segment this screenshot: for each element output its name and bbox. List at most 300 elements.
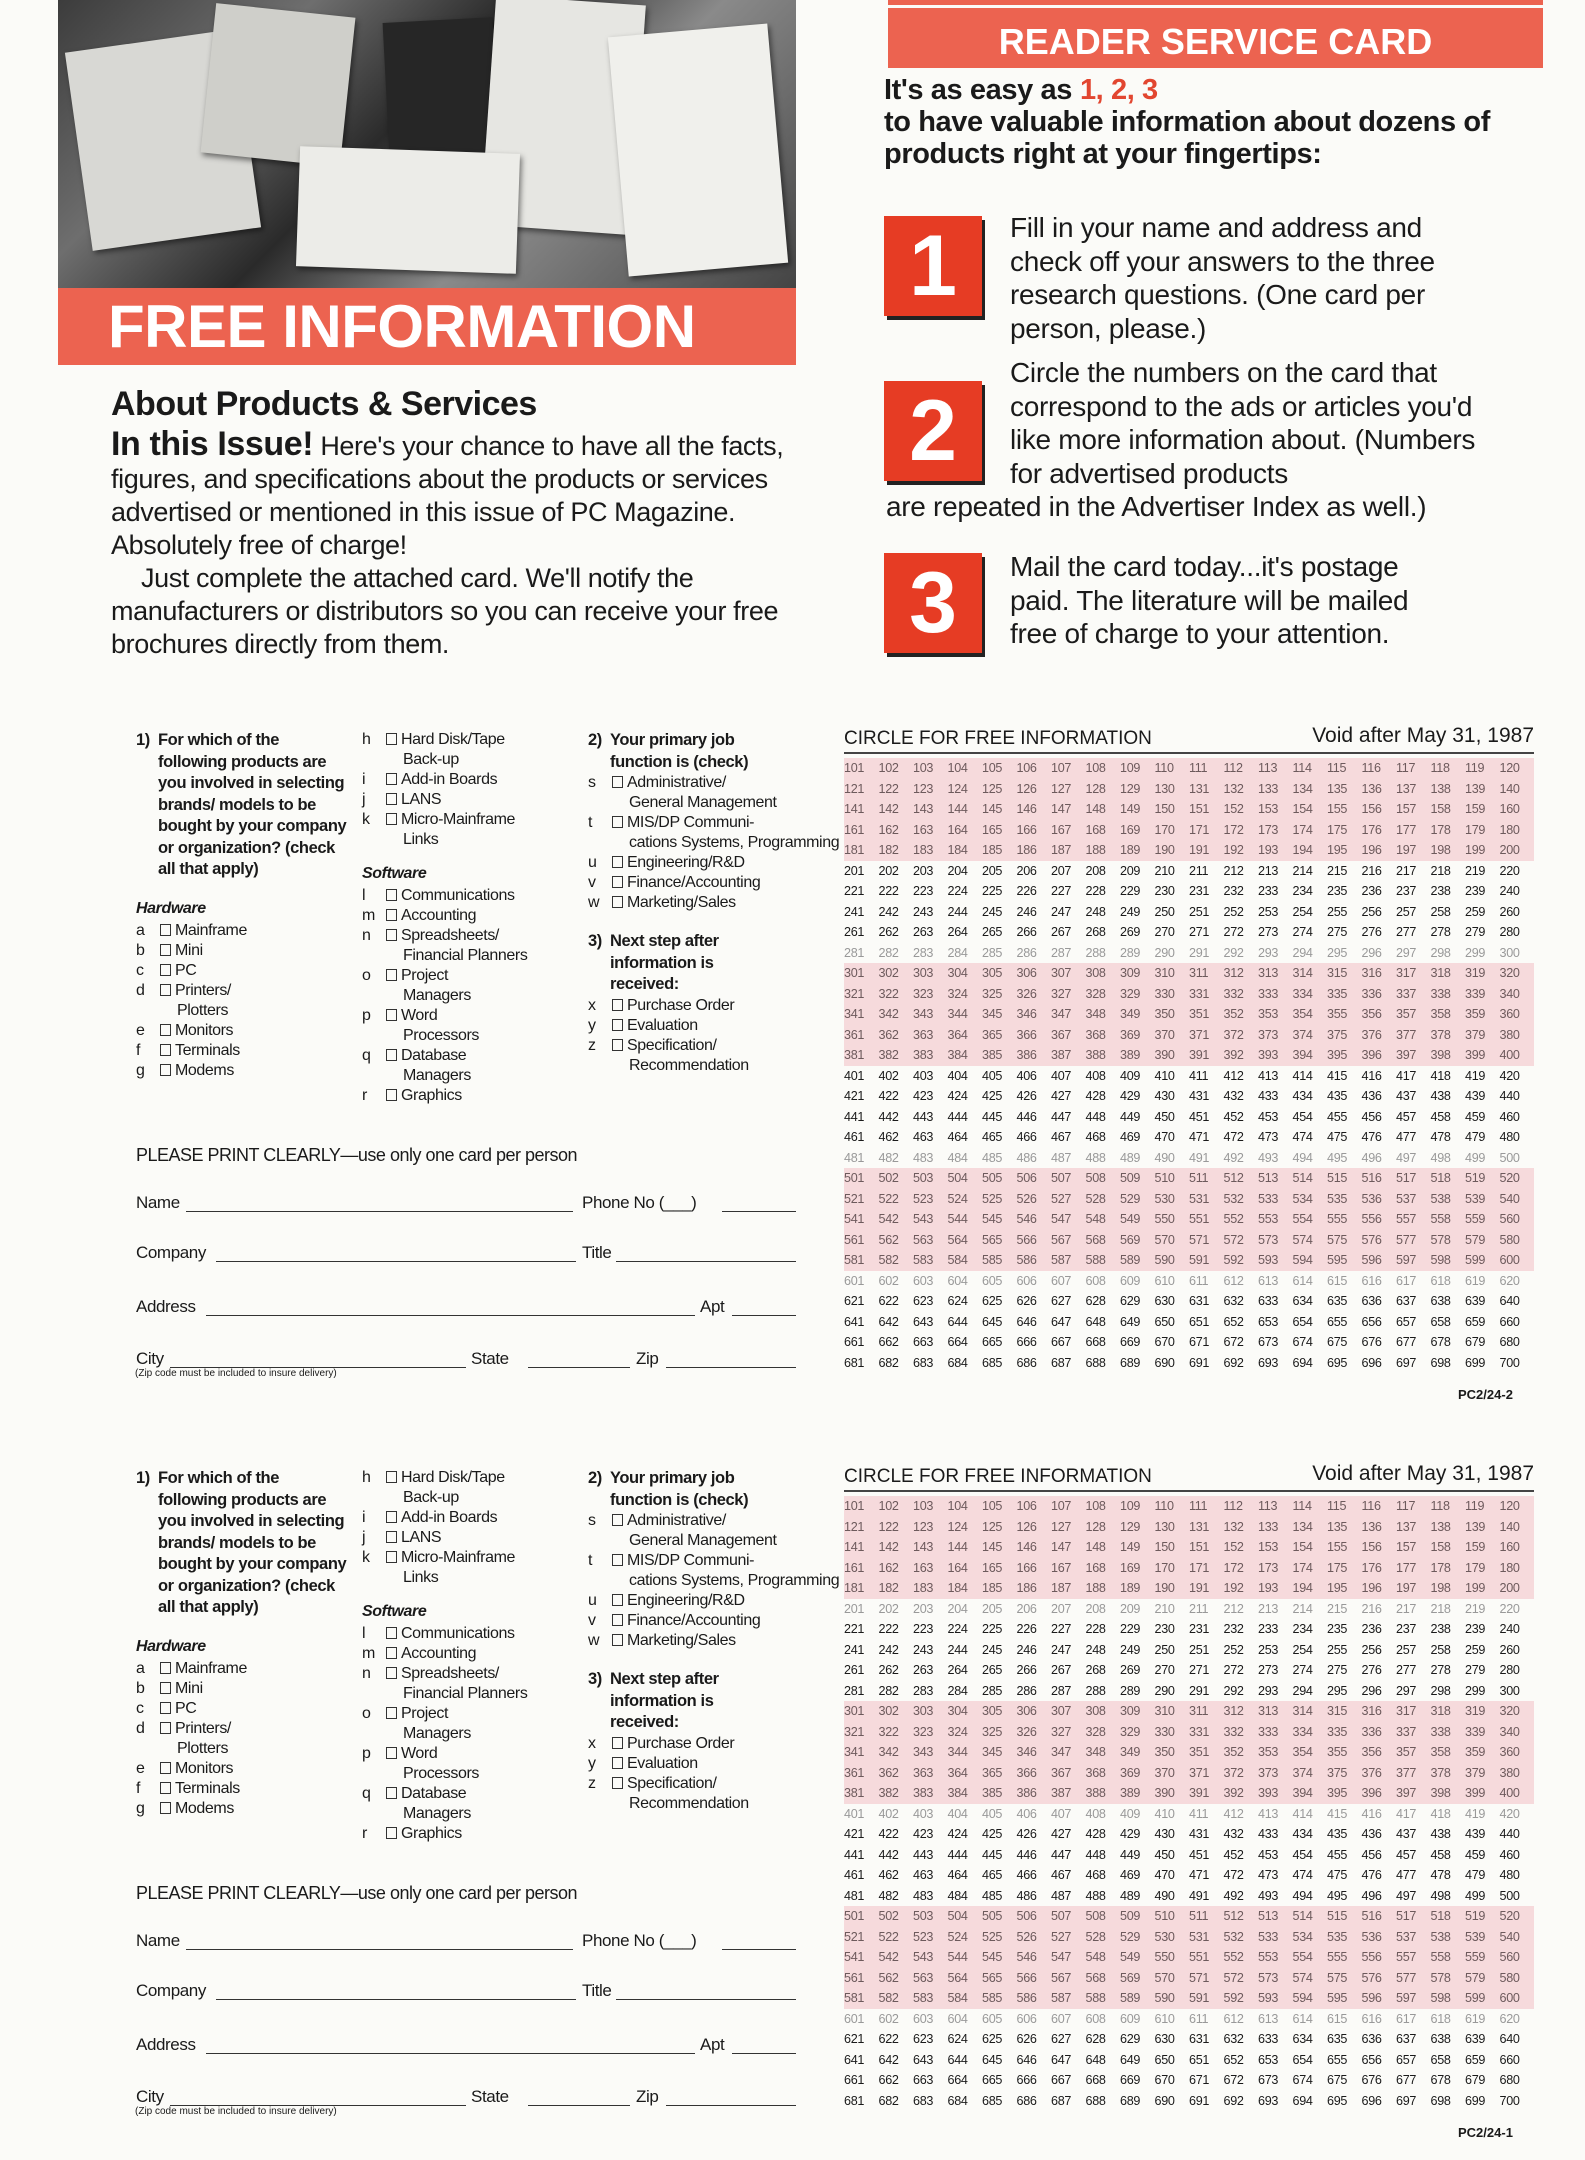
grid-number[interactable]: 153 xyxy=(1258,802,1279,816)
grid-number[interactable]: 225 xyxy=(982,884,1003,898)
grid-number[interactable]: 479 xyxy=(1465,1130,1486,1144)
grid-number[interactable]: 132 xyxy=(1223,781,1244,796)
grid-number[interactable]: 646 xyxy=(1016,2052,1037,2067)
address-field[interactable] xyxy=(206,2053,695,2054)
option-z[interactable] xyxy=(588,1774,808,1814)
grid-number[interactable]: 407 xyxy=(1051,1068,1072,1083)
grid-number[interactable]: 204 xyxy=(947,863,968,878)
checkbox[interactable] xyxy=(612,1039,623,1051)
option-c[interactable] xyxy=(136,1699,366,1719)
grid-number[interactable]: 349 xyxy=(1120,1007,1141,1021)
grid-number[interactable]: 652 xyxy=(1223,2052,1244,2067)
grid-number[interactable]: 139 xyxy=(1465,1519,1486,1534)
grid-number[interactable]: 439 xyxy=(1465,1827,1486,1841)
grid-number[interactable]: 243 xyxy=(913,1642,934,1657)
grid-number[interactable]: 670 xyxy=(1154,1335,1175,1349)
grid-number[interactable]: 166 xyxy=(1016,1560,1037,1575)
grid-number[interactable]: 606 xyxy=(1016,1273,1037,1288)
grid-number[interactable]: 554 xyxy=(1292,1950,1313,1964)
option-b[interactable] xyxy=(136,1679,366,1699)
checkbox[interactable] xyxy=(160,1662,171,1674)
grid-number[interactable]: 559 xyxy=(1465,1212,1486,1226)
grid-number[interactable]: 173 xyxy=(1258,1560,1279,1575)
apt-field[interactable] xyxy=(732,2053,796,2054)
grid-number[interactable]: 658 xyxy=(1430,2052,1451,2067)
grid-number[interactable]: 506 xyxy=(1016,1909,1037,1923)
grid-number[interactable]: 194 xyxy=(1292,843,1313,857)
grid-number[interactable]: 286 xyxy=(1016,945,1037,960)
grid-number[interactable]: 336 xyxy=(1361,986,1382,1001)
grid-number[interactable]: 446 xyxy=(1016,1109,1037,1124)
grid-number[interactable]: 296 xyxy=(1361,1683,1382,1698)
grid-number[interactable]: 146 xyxy=(1016,802,1037,816)
grid-number[interactable]: 631 xyxy=(1189,1294,1210,1308)
grid-number[interactable]: 535 xyxy=(1327,1191,1348,1206)
grid-number[interactable]: 554 xyxy=(1292,1212,1313,1226)
grid-number[interactable]: 347 xyxy=(1051,1745,1072,1759)
grid-number[interactable]: 284 xyxy=(947,1683,968,1698)
grid-number[interactable]: 532 xyxy=(1223,1191,1244,1206)
grid-number[interactable]: 340 xyxy=(1499,986,1520,1001)
grid-number[interactable]: 215 xyxy=(1327,1601,1348,1616)
grid-number[interactable]: 306 xyxy=(1016,1704,1037,1718)
grid-number[interactable]: 510 xyxy=(1154,1909,1175,1923)
grid-number[interactable]: 482 xyxy=(878,1150,899,1165)
grid-number[interactable]: 343 xyxy=(913,1745,934,1759)
grid-number[interactable]: 370 xyxy=(1154,1765,1175,1780)
grid-number[interactable]: 541 xyxy=(844,1950,865,1964)
grid-number[interactable]: 179 xyxy=(1465,822,1486,837)
grid-number[interactable]: 509 xyxy=(1120,1171,1141,1185)
grid-number[interactable]: 626 xyxy=(1016,1294,1037,1308)
grid-number[interactable]: 249 xyxy=(1120,1642,1141,1657)
grid-number[interactable]: 211 xyxy=(1189,1601,1209,1616)
grid-number[interactable]: 623 xyxy=(913,1294,934,1308)
grid-number[interactable]: 135 xyxy=(1327,781,1348,796)
grid-number[interactable]: 514 xyxy=(1292,1909,1313,1923)
grid-number[interactable]: 694 xyxy=(1292,2093,1313,2108)
grid-number[interactable]: 314 xyxy=(1292,1704,1313,1718)
grid-number[interactable]: 619 xyxy=(1465,1273,1486,1288)
grid-number[interactable]: 120 xyxy=(1499,1499,1520,1513)
grid-number[interactable]: 607 xyxy=(1051,2011,1072,2026)
grid-number[interactable]: 413 xyxy=(1258,1806,1279,1821)
grid-number[interactable]: 583 xyxy=(913,1253,934,1267)
grid-number[interactable]: 341 xyxy=(844,1745,865,1759)
grid-number[interactable]: 431 xyxy=(1189,1089,1210,1103)
grid-number[interactable]: 130 xyxy=(1154,781,1175,796)
grid-number[interactable]: 616 xyxy=(1361,2011,1382,2026)
grid-number[interactable]: 624 xyxy=(947,2032,968,2046)
grid-number[interactable]: 459 xyxy=(1465,1109,1486,1124)
grid-number[interactable]: 689 xyxy=(1120,1355,1141,1370)
option-e[interactable] xyxy=(136,1021,366,1041)
grid-number[interactable]: 548 xyxy=(1085,1950,1106,1964)
grid-number[interactable]: 435 xyxy=(1327,1089,1348,1103)
grid-number[interactable]: 398 xyxy=(1430,1786,1451,1800)
grid-number[interactable]: 225 xyxy=(982,1622,1003,1636)
grid-number[interactable]: 114 xyxy=(1292,1499,1312,1513)
grid-number[interactable]: 542 xyxy=(878,1212,899,1226)
grid-number[interactable]: 247 xyxy=(1051,1642,1072,1657)
grid-number[interactable]: 498 xyxy=(1430,1150,1451,1165)
grid-number[interactable]: 644 xyxy=(947,1314,968,1329)
grid-number[interactable]: 307 xyxy=(1051,1704,1072,1718)
grid-number[interactable]: 269 xyxy=(1120,925,1141,939)
grid-number[interactable]: 129 xyxy=(1120,1519,1141,1534)
grid-number[interactable]: 198 xyxy=(1430,843,1451,857)
grid-number[interactable]: 591 xyxy=(1189,1991,1210,2005)
grid-number[interactable]: 391 xyxy=(1189,1048,1210,1062)
grid-number[interactable]: 331 xyxy=(1189,986,1210,1001)
grid-number[interactable]: 499 xyxy=(1465,1888,1486,1903)
grid-number[interactable]: 596 xyxy=(1361,1991,1382,2005)
grid-number[interactable]: 295 xyxy=(1327,945,1348,960)
grid-number[interactable]: 588 xyxy=(1085,1253,1106,1267)
grid-number[interactable]: 390 xyxy=(1154,1048,1175,1062)
grid-number[interactable]: 163 xyxy=(913,1560,934,1575)
option-y[interactable] xyxy=(588,1016,808,1036)
grid-number[interactable]: 496 xyxy=(1361,1150,1382,1165)
option-t[interactable] xyxy=(588,813,840,853)
grid-number[interactable]: 421 xyxy=(844,1089,865,1103)
grid-number[interactable]: 414 xyxy=(1292,1806,1313,1821)
grid-number[interactable]: 660 xyxy=(1499,1314,1520,1329)
grid-number[interactable]: 196 xyxy=(1361,843,1382,857)
grid-number[interactable]: 250 xyxy=(1154,904,1175,919)
grid-number[interactable]: 594 xyxy=(1292,1253,1313,1267)
grid-number[interactable]: 378 xyxy=(1430,1027,1451,1042)
grid-number[interactable]: 273 xyxy=(1258,925,1279,939)
option-w[interactable] xyxy=(588,1631,808,1651)
grid-number[interactable]: 257 xyxy=(1396,1642,1417,1657)
grid-number[interactable]: 561 xyxy=(844,1970,865,1985)
grid-number[interactable]: 170 xyxy=(1154,822,1175,837)
grid-number[interactable]: 422 xyxy=(878,1827,899,1841)
grid-number[interactable]: 685 xyxy=(982,1355,1003,1370)
grid-number[interactable]: 255 xyxy=(1327,904,1348,919)
grid-number[interactable]: 654 xyxy=(1292,2052,1313,2067)
grid-number[interactable]: 118 xyxy=(1430,1499,1450,1513)
grid-number[interactable]: 685 xyxy=(982,2093,1003,2108)
grid-number[interactable]: 595 xyxy=(1327,1991,1348,2005)
checkbox[interactable] xyxy=(612,776,623,788)
grid-number[interactable]: 676 xyxy=(1361,1335,1382,1349)
grid-number[interactable]: 448 xyxy=(1085,1847,1106,1862)
grid-number[interactable]: 326 xyxy=(1016,1724,1037,1739)
grid-number[interactable]: 104 xyxy=(947,761,968,775)
grid-number[interactable]: 684 xyxy=(947,2093,968,2108)
grid-number[interactable]: 383 xyxy=(913,1786,934,1800)
grid-number[interactable]: 453 xyxy=(1258,1109,1279,1124)
grid-number[interactable]: 412 xyxy=(1223,1806,1244,1821)
grid-number[interactable]: 664 xyxy=(947,1335,968,1349)
grid-number[interactable]: 262 xyxy=(878,925,899,939)
grid-number[interactable]: 276 xyxy=(1361,1663,1382,1677)
grid-number[interactable]: 322 xyxy=(878,1724,899,1739)
grid-number[interactable]: 640 xyxy=(1499,2032,1520,2046)
grid-number[interactable]: 381 xyxy=(844,1786,865,1800)
grid-number[interactable]: 572 xyxy=(1223,1232,1244,1247)
grid-number[interactable]: 520 xyxy=(1499,1909,1520,1923)
grid-number[interactable]: 121 xyxy=(844,1519,865,1534)
grid-number[interactable]: 576 xyxy=(1361,1232,1382,1247)
grid-number[interactable]: 222 xyxy=(878,1622,899,1636)
grid-number[interactable]: 489 xyxy=(1120,1888,1141,1903)
grid-number[interactable]: 444 xyxy=(947,1109,968,1124)
grid-number[interactable]: 526 xyxy=(1016,1191,1037,1206)
grid-number[interactable]: 667 xyxy=(1051,2073,1072,2087)
checkbox[interactable] xyxy=(386,889,397,901)
checkbox[interactable] xyxy=(386,1827,397,1839)
grid-number[interactable]: 167 xyxy=(1051,822,1072,837)
grid-number[interactable]: 370 xyxy=(1154,1027,1175,1042)
grid-number[interactable]: 156 xyxy=(1361,1540,1382,1554)
grid-number[interactable]: 290 xyxy=(1154,945,1175,960)
grid-number[interactable]: 468 xyxy=(1085,1868,1106,1882)
grid-number[interactable]: 448 xyxy=(1085,1109,1106,1124)
grid-number[interactable]: 159 xyxy=(1465,1540,1486,1554)
grid-number[interactable]: 609 xyxy=(1120,1273,1141,1288)
grid-number[interactable]: 494 xyxy=(1292,1888,1313,1903)
grid-number[interactable]: 369 xyxy=(1120,1027,1141,1042)
grid-number[interactable]: 181 xyxy=(844,843,865,857)
grid-number[interactable]: 664 xyxy=(947,2073,968,2087)
grid-number[interactable]: 594 xyxy=(1292,1991,1313,2005)
grid-number[interactable]: 586 xyxy=(1016,1991,1037,2005)
grid-number[interactable]: 308 xyxy=(1085,1704,1106,1718)
grid-number[interactable]: 409 xyxy=(1120,1068,1141,1083)
grid-number[interactable]: 580 xyxy=(1499,1970,1520,1985)
grid-number[interactable]: 302 xyxy=(878,1704,899,1718)
grid-number[interactable]: 653 xyxy=(1258,2052,1279,2067)
grid-number[interactable]: 287 xyxy=(1051,1683,1072,1698)
grid-number[interactable]: 158 xyxy=(1430,1540,1451,1554)
grid-number[interactable]: 249 xyxy=(1120,904,1141,919)
company-field[interactable] xyxy=(216,1261,576,1262)
grid-number[interactable]: 402 xyxy=(878,1068,899,1083)
option-i[interactable] xyxy=(362,1508,572,1528)
grid-number[interactable]: 367 xyxy=(1051,1765,1072,1780)
grid-number[interactable]: 342 xyxy=(878,1007,899,1021)
grid-number[interactable]: 396 xyxy=(1361,1786,1382,1800)
grid-number[interactable]: 248 xyxy=(1085,1642,1106,1657)
grid-number[interactable]: 101 xyxy=(844,761,865,775)
grid-number[interactable]: 657 xyxy=(1396,2052,1417,2067)
grid-number[interactable]: 360 xyxy=(1499,1745,1520,1759)
grid-number[interactable]: 605 xyxy=(982,2011,1003,2026)
grid-number[interactable]: 487 xyxy=(1051,1888,1072,1903)
grid-number[interactable]: 247 xyxy=(1051,904,1072,919)
grid-number[interactable]: 375 xyxy=(1327,1027,1348,1042)
grid-number[interactable]: 359 xyxy=(1465,1745,1486,1759)
grid-number[interactable]: 220 xyxy=(1499,863,1520,878)
grid-number[interactable]: 675 xyxy=(1327,1335,1348,1349)
grid-number[interactable]: 169 xyxy=(1120,1560,1141,1575)
grid-number[interactable]: 212 xyxy=(1223,863,1244,878)
grid-number[interactable]: 487 xyxy=(1051,1150,1072,1165)
grid-number[interactable]: 443 xyxy=(913,1847,934,1862)
grid-number[interactable]: 313 xyxy=(1258,966,1279,980)
grid-number[interactable]: 195 xyxy=(1327,1581,1348,1595)
grid-number[interactable]: 209 xyxy=(1120,1601,1141,1616)
grid-number[interactable]: 293 xyxy=(1258,945,1279,960)
grid-number[interactable]: 420 xyxy=(1499,1806,1520,1821)
checkbox[interactable] xyxy=(612,896,623,908)
grid-number[interactable]: 503 xyxy=(913,1909,934,1923)
option-k[interactable] xyxy=(362,810,572,850)
checkbox[interactable] xyxy=(612,1757,623,1769)
grid-number[interactable]: 344 xyxy=(947,1007,968,1021)
grid-number[interactable]: 260 xyxy=(1499,904,1520,919)
grid-number[interactable]: 224 xyxy=(947,884,968,898)
option-r[interactable] xyxy=(362,1086,572,1106)
grid-number[interactable]: 474 xyxy=(1292,1868,1313,1882)
grid-number[interactable]: 105 xyxy=(982,1499,1003,1513)
grid-number[interactable]: 208 xyxy=(1085,1601,1106,1616)
option-r[interactable] xyxy=(362,1824,572,1844)
grid-number[interactable]: 457 xyxy=(1396,1847,1417,1862)
option-p[interactable] xyxy=(362,1006,572,1046)
option-x[interactable] xyxy=(588,996,808,1016)
grid-number[interactable]: 433 xyxy=(1258,1827,1279,1841)
grid-number[interactable]: 423 xyxy=(913,1089,934,1103)
grid-number[interactable]: 426 xyxy=(1016,1089,1037,1103)
grid-number[interactable]: 296 xyxy=(1361,945,1382,960)
grid-number[interactable]: 646 xyxy=(1016,1314,1037,1329)
grid-number[interactable]: 387 xyxy=(1051,1048,1072,1062)
grid-number[interactable]: 603 xyxy=(913,2011,934,2026)
grid-number[interactable]: 604 xyxy=(947,2011,968,2026)
grid-number[interactable]: 319 xyxy=(1465,966,1486,980)
grid-number[interactable]: 424 xyxy=(947,1089,968,1103)
grid-number[interactable]: 571 xyxy=(1189,1232,1210,1247)
grid-number[interactable]: 669 xyxy=(1120,1335,1141,1349)
grid-number[interactable]: 603 xyxy=(913,1273,934,1288)
grid-number[interactable]: 105 xyxy=(982,761,1003,775)
grid-number[interactable]: 643 xyxy=(913,1314,934,1329)
grid-number[interactable]: 106 xyxy=(1016,1499,1037,1513)
option-h[interactable] xyxy=(362,730,572,770)
grid-number[interactable]: 680 xyxy=(1499,2073,1520,2087)
grid-number[interactable]: 212 xyxy=(1223,1601,1244,1616)
grid-number[interactable]: 656 xyxy=(1361,2052,1382,2067)
grid-number[interactable]: 392 xyxy=(1223,1048,1244,1062)
grid-number[interactable]: 395 xyxy=(1327,1048,1348,1062)
grid-number[interactable]: 679 xyxy=(1465,2073,1486,2087)
grid-number[interactable]: 612 xyxy=(1223,1273,1244,1288)
grid-number[interactable]: 159 xyxy=(1465,802,1486,816)
grid-number[interactable]: 530 xyxy=(1154,1929,1175,1944)
checkbox[interactable] xyxy=(386,1089,397,1101)
grid-number[interactable]: 529 xyxy=(1120,1191,1141,1206)
grid-number[interactable]: 504 xyxy=(947,1909,968,1923)
grid-number[interactable]: 189 xyxy=(1120,843,1141,857)
grid-number[interactable]: 538 xyxy=(1430,1929,1451,1944)
name-field[interactable] xyxy=(186,1949,573,1950)
grid-number[interactable]: 656 xyxy=(1361,1314,1382,1329)
grid-number[interactable]: 204 xyxy=(947,1601,968,1616)
checkbox[interactable] xyxy=(612,1019,623,1031)
grid-number[interactable]: 240 xyxy=(1499,1622,1520,1636)
grid-number[interactable]: 510 xyxy=(1154,1171,1175,1185)
grid-number[interactable]: 574 xyxy=(1292,1970,1313,1985)
grid-number[interactable]: 518 xyxy=(1430,1909,1451,1923)
grid-number[interactable]: 338 xyxy=(1430,986,1451,1001)
grid-number[interactable]: 652 xyxy=(1223,1314,1244,1329)
grid-number[interactable]: 179 xyxy=(1465,1560,1486,1575)
grid-number[interactable]: 269 xyxy=(1120,1663,1141,1677)
option-n[interactable] xyxy=(362,926,572,966)
grid-number[interactable]: 633 xyxy=(1258,1294,1279,1308)
grid-number[interactable]: 243 xyxy=(913,904,934,919)
grid-number[interactable]: 149 xyxy=(1120,1540,1141,1554)
grid-number[interactable]: 617 xyxy=(1396,1273,1417,1288)
grid-number[interactable]: 530 xyxy=(1154,1191,1175,1206)
grid-number[interactable]: 447 xyxy=(1051,1109,1072,1124)
grid-number[interactable]: 384 xyxy=(947,1048,968,1062)
grid-number[interactable]: 256 xyxy=(1361,1642,1382,1657)
grid-number[interactable]: 563 xyxy=(913,1232,934,1247)
grid-number[interactable]: 691 xyxy=(1189,2093,1210,2108)
grid-number[interactable]: 688 xyxy=(1085,2093,1106,2108)
grid-number[interactable]: 164 xyxy=(947,822,968,837)
grid-number[interactable]: 549 xyxy=(1120,1212,1141,1226)
grid-number[interactable]: 197 xyxy=(1396,1581,1417,1595)
grid-number[interactable]: 303 xyxy=(913,966,934,980)
grid-number[interactable]: 460 xyxy=(1499,1847,1520,1862)
grid-number[interactable]: 546 xyxy=(1016,1212,1037,1226)
grid-number[interactable]: 165 xyxy=(982,822,1003,837)
grid-number[interactable]: 516 xyxy=(1361,1171,1382,1185)
grid-number[interactable]: 186 xyxy=(1016,1581,1037,1595)
grid-number[interactable]: 610 xyxy=(1154,2011,1175,2026)
grid-number[interactable]: 555 xyxy=(1327,1212,1348,1226)
grid-number[interactable]: 440 xyxy=(1499,1827,1520,1841)
grid-number[interactable]: 692 xyxy=(1223,2093,1244,2108)
grid-number[interactable]: 469 xyxy=(1120,1130,1141,1144)
grid-number[interactable]: 436 xyxy=(1361,1827,1382,1841)
grid-number[interactable]: 152 xyxy=(1223,802,1244,816)
grid-number[interactable]: 630 xyxy=(1154,2032,1175,2046)
grid-number[interactable]: 338 xyxy=(1430,1724,1451,1739)
grid-number[interactable]: 268 xyxy=(1085,1663,1106,1677)
grid-number[interactable]: 485 xyxy=(982,1150,1003,1165)
grid-number[interactable]: 673 xyxy=(1258,2073,1279,2087)
grid-number[interactable]: 261 xyxy=(844,925,865,939)
grid-number[interactable]: 697 xyxy=(1396,2093,1417,2108)
grid-number[interactable]: 557 xyxy=(1396,1950,1417,1964)
grid-number[interactable]: 117 xyxy=(1396,761,1416,775)
option-u[interactable] xyxy=(588,853,808,873)
grid-number[interactable]: 230 xyxy=(1154,884,1175,898)
grid-number[interactable]: 508 xyxy=(1085,1909,1106,1923)
grid-number[interactable]: 440 xyxy=(1499,1089,1520,1103)
grid-number[interactable]: 272 xyxy=(1223,925,1244,939)
grid-number[interactable]: 297 xyxy=(1396,945,1417,960)
grid-number[interactable]: 532 xyxy=(1223,1929,1244,1944)
grid-number[interactable]: 549 xyxy=(1120,1950,1141,1964)
grid-number[interactable]: 282 xyxy=(878,1683,899,1698)
grid-number[interactable]: 484 xyxy=(947,1150,968,1165)
grid-number[interactable]: 405 xyxy=(982,1806,1003,1821)
grid-number[interactable]: 416 xyxy=(1361,1068,1382,1083)
grid-number[interactable]: 683 xyxy=(913,2093,934,2108)
grid-number[interactable]: 465 xyxy=(982,1868,1003,1882)
grid-number[interactable]: 315 xyxy=(1327,966,1348,980)
grid-number[interactable]: 218 xyxy=(1430,1601,1451,1616)
grid-number[interactable]: 278 xyxy=(1430,1663,1451,1677)
